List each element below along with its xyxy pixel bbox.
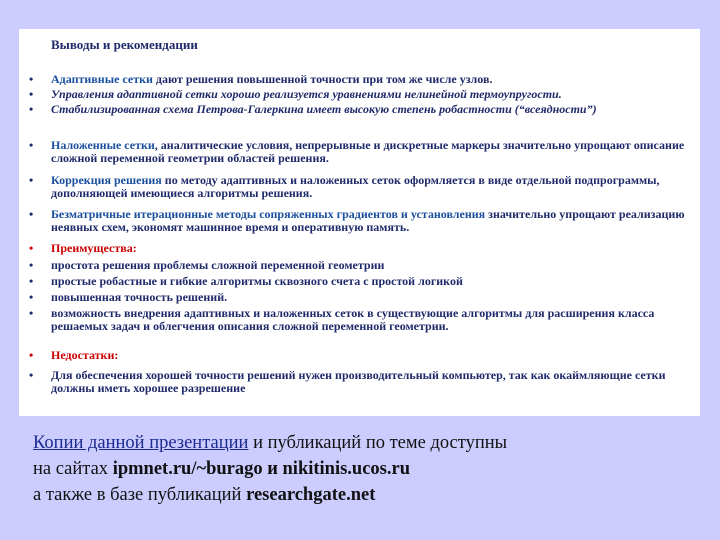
item-text: Преимущества: <box>51 241 137 255</box>
bullet-icon: • <box>29 138 34 152</box>
list-item <box>29 369 690 395</box>
bullet-icon: • <box>29 368 34 382</box>
item-text: значительно упрощают реализацию неявных схем, экономят машинное время и оперативную память. <box>51 207 685 234</box>
bullet-icon: • <box>29 348 34 362</box>
caption-text: и публикаций по теме доступны <box>248 433 508 453</box>
bullet-icon: • <box>29 207 34 221</box>
highlight-text: Безматричные итерационные методы сопряженных градиентов и установления <box>51 207 486 221</box>
list-item <box>29 73 690 86</box>
highlight-text: Адаптивные сетки <box>51 72 153 86</box>
bullet-icon: • <box>29 72 34 86</box>
caption-line-2 <box>33 456 703 482</box>
item-text: дают решения повышенной точности при том же числе узлов. <box>152 72 493 86</box>
item-text: Недостатки: <box>51 348 119 362</box>
item-text: простота решения проблемы сложной переменной геометрии <box>51 258 385 272</box>
bullet-icon: • <box>29 102 34 116</box>
list-item <box>29 259 690 272</box>
item-text: по методу адаптивных и наложенных сеток оформляется в виде отдельной подпрограммы, дополняющей имеющиеся алгоритмы решения. <box>51 173 660 200</box>
caption-line-1 <box>33 430 703 456</box>
item-text: возможность внедрения адаптивных и наложенных сеток в существующие алгоритмы для расширения класса решаемых задач и облегчения описания сложной переменной геометрии. <box>51 306 655 333</box>
list-item <box>29 139 690 165</box>
caption-block <box>33 430 703 508</box>
item-text: повышенная точность решений. <box>51 290 228 304</box>
list-item <box>29 208 690 234</box>
bullet-icon: • <box>29 241 34 255</box>
item-text: Управления адаптивной сетки хорошо реализуется уравнениями нелинейной термоупругости. <box>51 87 562 101</box>
list-item <box>29 349 690 362</box>
list-item <box>29 291 690 304</box>
sites-text: ipmnet.ru/~burago и nikitinis.ucos.ru <box>112 459 411 479</box>
highlight-text: Коррекция решения <box>51 173 162 187</box>
bullet-icon: • <box>29 258 34 272</box>
item-text: Для обеспечения хорошей точности решений нужен производительный компьютер, так как окаймляющие сетки должны иметь хорошее разрешение <box>51 368 666 395</box>
list-item <box>29 242 690 255</box>
bullet-icon: • <box>29 87 34 101</box>
caption-text: на сайтах <box>33 459 113 479</box>
item-text: Стабилизированная схема Петрова-Галеркина имеет высокую степень робастности (“всеядности”) <box>51 102 597 116</box>
bullet-icon: • <box>29 173 34 187</box>
caption-line-3 <box>33 482 703 508</box>
bullet-icon: • <box>29 306 34 320</box>
bullet-icon: • <box>29 274 34 288</box>
bullet-icon: • <box>29 290 34 304</box>
researchgate-text: researchgate.net <box>246 485 376 505</box>
caption-text: а также в базе публикаций <box>33 485 247 505</box>
presentation-copies-link[interactable]: Копии данной презентации <box>33 433 249 453</box>
item-text: простые робастные и гибкие алгоритмы сквозного счета с простой логикой <box>51 274 463 288</box>
list-item <box>29 174 690 200</box>
highlight-text: Наложенные сетки <box>51 138 155 152</box>
item-text: , аналитические условия, непрерывные и дискретные маркеры значительно упрощают описание сложной переменной геометрии областей решения. <box>51 138 685 165</box>
list-item <box>29 275 690 288</box>
section-heading: Выводы и рекомендации <box>51 37 198 52</box>
summary-panel <box>19 29 700 416</box>
list-item <box>29 103 690 116</box>
list-item <box>29 88 690 101</box>
list-item <box>29 307 690 333</box>
